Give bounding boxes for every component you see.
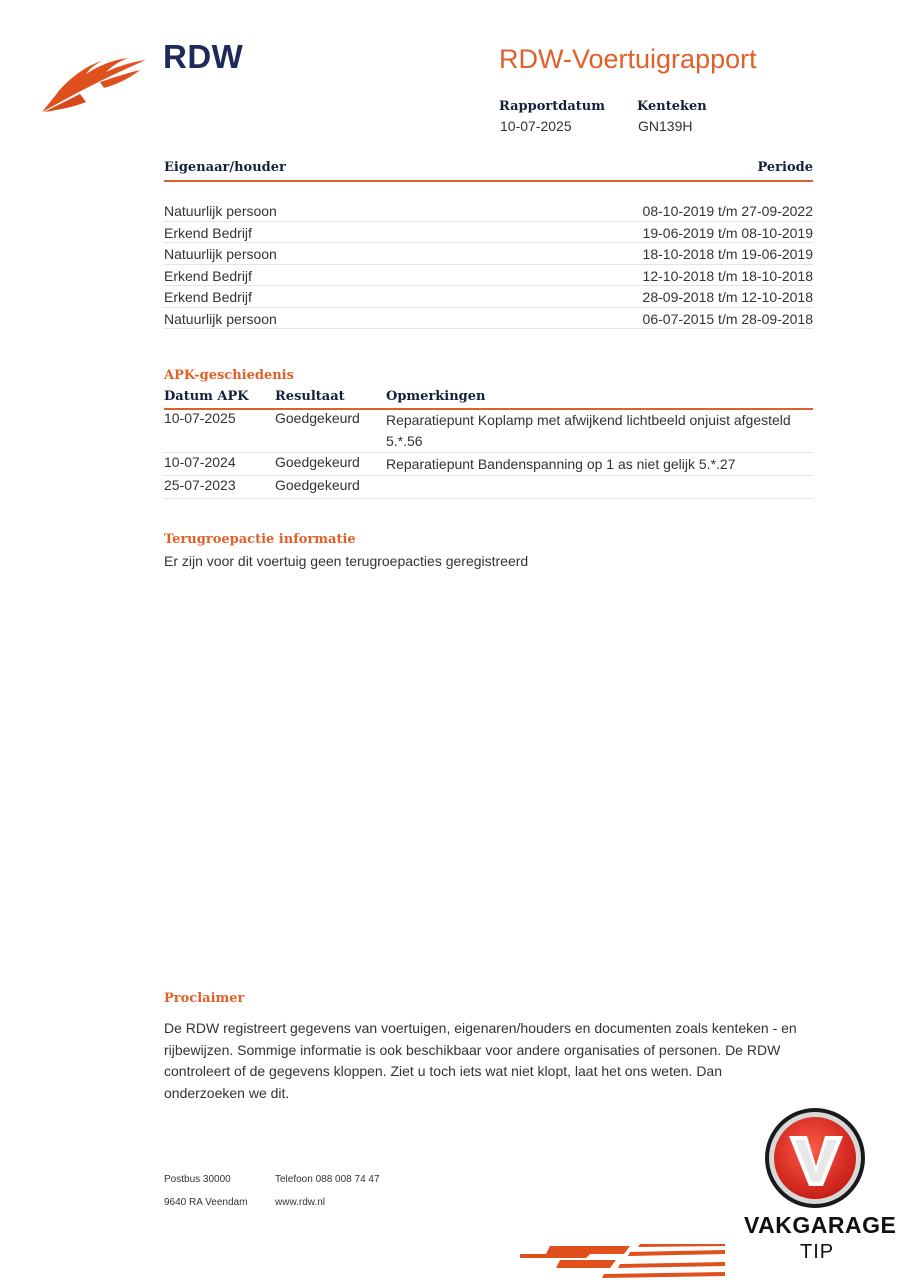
- apk-date: 25-07-2023: [164, 477, 236, 493]
- plate-label: Kenteken: [637, 99, 707, 114]
- vakgarage-name: VAKGARAGE: [744, 1212, 897, 1238]
- report-title: RDW-Voertuigrapport: [499, 44, 757, 74]
- table-row: [164, 265, 813, 287]
- table-row: [164, 476, 813, 499]
- owner-type: Natuurlijk persoon: [164, 310, 277, 327]
- owner-period: 08-10-2019 t/m 27-09-2022: [642, 203, 813, 219]
- period-column-header: Periode: [757, 160, 813, 175]
- proclaimer-text: De RDW registreert gegevens van voertuigen, eigenaren/houders en documenten zoals kenteken - en rijbewijzen. Sommige informatie is ook beschikbaar voor andere organisaties of personen. De RDW controleert of de gegevens kloppen. Ziet u toch iets wat niet klopt, laat het ons weten. Dan onderzoeken we dit.: [164, 1020, 797, 1101]
- decorative-stripes-icon: [520, 1244, 725, 1280]
- plate-number: GN139H: [638, 118, 693, 134]
- table-row: [164, 286, 813, 308]
- table-row: [164, 453, 813, 476]
- owner-period: 12-10-2018 t/m 18-10-2018: [642, 267, 813, 284]
- apk-table-header: [164, 388, 813, 410]
- apk-result: Goedgekeurd: [275, 477, 360, 493]
- table-row: [164, 222, 813, 244]
- table-row: [164, 409, 813, 453]
- owner-period: 28-09-2018 t/m 12-10-2018: [642, 289, 813, 305]
- report-date: 10-07-2025: [500, 118, 572, 134]
- owner-type: Erkend Bedrijf: [164, 267, 252, 284]
- apk-result-column-header: Resultaat: [275, 389, 345, 404]
- apk-section-title: APK-geschiedenis: [164, 368, 294, 383]
- owner-period: 18-10-2018 t/m 19-06-2019: [642, 246, 813, 262]
- owner-type: Erkend Bedrijf: [164, 289, 252, 305]
- vakgarage-logo-icon: [763, 1106, 867, 1210]
- recall-section-title: Terugroepactie informatie: [164, 532, 356, 547]
- owner-table-header: [164, 160, 813, 182]
- apk-table-body: [164, 409, 813, 499]
- proclaimer-title: Proclaimer: [164, 991, 245, 1006]
- owner-table-body: [164, 200, 813, 329]
- owner-period: 19-06-2019 t/m 08-10-2019: [642, 224, 813, 241]
- footer-website[interactable]: www.rdw.nl: [275, 1197, 326, 1208]
- owner-period: 06-07-2015 t/m 28-09-2018: [642, 310, 813, 327]
- table-row: [164, 200, 813, 222]
- report-date-label: Rapportdatum: [499, 99, 605, 114]
- owner-column-header: Eigenaar/houder: [164, 160, 286, 175]
- table-row: [164, 243, 813, 265]
- owner-type: Natuurlijk persoon: [164, 203, 277, 219]
- apk-date-column-header: Datum APK: [164, 389, 249, 404]
- apk-remarks-column-header: Opmerkingen: [386, 389, 486, 404]
- footer-postbus: Postbus 30000: [164, 1174, 231, 1185]
- owner-type: Natuurlijk persoon: [164, 246, 277, 262]
- apk-result: Goedgekeurd: [275, 410, 360, 426]
- recall-text: Er zijn voor dit voertuig geen terugroepacties geregistreerd: [164, 553, 529, 569]
- owner-type: Erkend Bedrijf: [164, 224, 252, 241]
- brand-name: RDW: [163, 38, 244, 75]
- apk-result: Goedgekeurd: [275, 454, 360, 470]
- footer-city: 9640 RA Veendam: [164, 1197, 248, 1208]
- table-row: [164, 308, 813, 330]
- apk-date: 10-07-2025: [164, 410, 236, 426]
- vakgarage-tip: TIP: [800, 1241, 835, 1263]
- apk-remarks: [386, 476, 806, 498]
- apk-date: 10-07-2024: [164, 454, 236, 470]
- apk-remarks: Reparatiepunt Koplamp met afwijkend lichtbeeld onjuist afgesteld 5.*.56: [386, 412, 791, 449]
- rdw-wing-logo-icon: [40, 52, 150, 116]
- apk-remarks: Reparatiepunt Bandenspanning op 1 as niet gelijk 5.*.27: [386, 456, 736, 472]
- footer-phone: Telefoon 088 008 74 47: [275, 1174, 380, 1185]
